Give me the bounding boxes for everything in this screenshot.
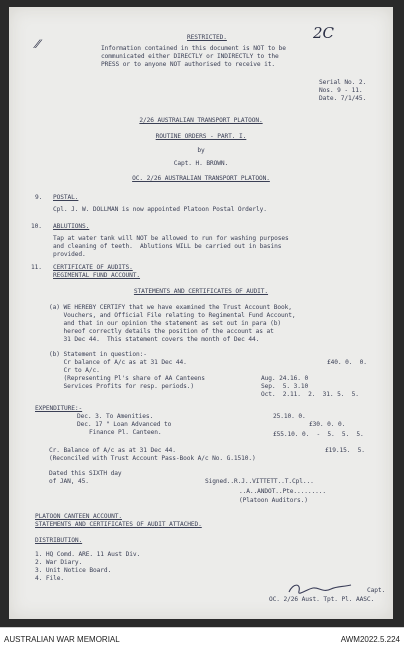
- item-text: Cpl. J. W. DOLLMAN is now appointed Platoon Postal Orderly.: [53, 206, 267, 213]
- item-heading: POSTAL.: [53, 194, 79, 201]
- para-b-line: Services Profits for resp. periods.): [49, 383, 195, 390]
- expenditure-line: Dec. 3. To Amenities.: [77, 413, 154, 420]
- item-number: 10.: [31, 223, 42, 230]
- expenditure-amount: £55.10. 0. - 5. 5. 5.: [273, 431, 364, 438]
- closing-rank: Capt.: [367, 587, 386, 594]
- distribution-heading: DISTRIBUTION.: [35, 537, 83, 544]
- officer-name: Capt. H. BROWN.: [173, 160, 229, 167]
- item-text: provided.: [53, 251, 86, 258]
- notice-line: Information contained in this document is NOT to be: [101, 45, 286, 52]
- credit-amount: Aug. 24.16. 0: [261, 375, 309, 382]
- closing-title: OC. 2/26 Aust. Tpt. Pl. AASC.: [269, 596, 375, 603]
- credit-amount: Oct. 2.11. 2. 31. 5. 5.: [261, 391, 359, 398]
- canteen-account-subheading: STATEMENTS AND CERTIFICATES OF AUDIT ATTACHED.: [35, 521, 202, 528]
- expenditure-label: EXPENDITURE:-: [35, 405, 83, 412]
- closing-balance-line: Cr. Balance of A/c as at 31 Dec 44.: [49, 447, 176, 454]
- canteen-account-heading: PLATOON CANTEEN ACCOUNT.: [35, 513, 123, 520]
- distribution-item: 2. War Diary.: [35, 559, 83, 566]
- unit-title: 2/26 AUSTRALIAN TRANSPORT PLATOON.: [139, 117, 263, 124]
- officer-title: OC. 2/26 AUSTRALIAN TRANSPORT PLATOON.: [132, 175, 270, 182]
- order-date: Date. 7/1/45.: [319, 95, 367, 102]
- item-number: 9.: [35, 194, 43, 201]
- pencil-tick-mark: ⁄⁄: [36, 38, 40, 51]
- auditor-signature: ..A..ANDOT..Pte.........: [239, 488, 327, 495]
- serial-number: Serial No. 2.: [319, 79, 367, 86]
- credit-amount: Sep. 5. 3.10: [261, 383, 309, 390]
- distribution-item: 1. HQ Comd. ARE. 11 Aust Div.: [35, 551, 141, 558]
- expenditure-amount: £30. 0. 0.: [309, 421, 346, 428]
- para-b-line: (Representing Pl's share of AA Canteens: [49, 375, 205, 382]
- para-a-line: Vouchers, and Official File relating to Regimental Fund Account,: [49, 312, 296, 319]
- para-b-line: (b) Statement in question:-: [49, 351, 147, 358]
- item-heading: CERTIFICATE OF AUDITS.: [53, 264, 133, 271]
- para-a-line: hereof correctly details the position of the account as at: [49, 328, 274, 335]
- para-a-line: 31 Dec 44. This statement covers the month of Dec 44.: [49, 336, 260, 343]
- distribution-item: 4. File.: [35, 575, 65, 582]
- notice-line: PRESS or to anyone NOT authorised to receive it.: [101, 61, 276, 68]
- distribution-item: 3. Unit Notice Board.: [35, 567, 112, 574]
- auditor-signature: Signed..R.J..VITTETT..T.Cpl...: [205, 478, 314, 485]
- by-line: by: [197, 147, 205, 154]
- footer-archive-name: AUSTRALIAN WAR MEMORIAL: [4, 635, 120, 644]
- orders-title: ROUTINE ORDERS - PART. I.: [155, 133, 247, 140]
- dated-line: Dated this SIXTH day: [49, 470, 122, 477]
- expenditure-amount: 25.10. 0.: [273, 413, 306, 420]
- document-page: [9, 7, 393, 619]
- item-heading: ABLUTIONS.: [53, 223, 90, 230]
- auditors-caption: (Platoon Auditors.): [239, 497, 308, 504]
- archive-footer: [0, 627, 404, 654]
- para-b-line: Cr balance of A/c as at 31 Dec 44.: [49, 359, 187, 366]
- opening-amount: £40. 0. 0.: [327, 359, 367, 366]
- para-a-line: and that in our opinion the statement as set out in para (b): [49, 320, 282, 327]
- expenditure-line: Dec. 17 " Loan Advanced to: [77, 421, 172, 428]
- statements-title: STATEMENTS AND CERTIFICATES OF AUDIT.: [133, 288, 269, 295]
- handwritten-mark: 2C: [313, 24, 334, 42]
- item-subheading: REGIMENTAL FUND ACCOUNT.: [53, 272, 141, 279]
- notice-line: communicated either DIRECTLY or INDIRECTLY to the: [101, 53, 279, 60]
- para-a-line: (a) WE HEREBY CERTIFY that we have examined the Trust Account Book,: [49, 304, 292, 311]
- para-b-line: Cr to A/c.: [49, 367, 100, 374]
- restricted-heading: RESTRICTED.: [187, 34, 227, 41]
- closing-balance-line: (Reconciled with Trust Account Pass-Book A/c No. G.1510.): [49, 455, 256, 462]
- item-number: 11.: [31, 264, 42, 271]
- item-text: Tap at water tank will NOT be allowed to run for washing purposes: [53, 235, 289, 242]
- footer-record-id: AWM2022.5.224: [340, 635, 400, 644]
- expenditure-line: Finance Pl. Canteen.: [89, 429, 162, 436]
- item-text: and cleaning of teeth. Ablutions WILL be carried out in basins: [53, 243, 282, 250]
- closing-balance-amount: £19.15. 5.: [325, 447, 365, 454]
- order-numbers: Nos. 9 - 11.: [319, 87, 363, 94]
- dated-line: of JAN, 45.: [49, 478, 89, 485]
